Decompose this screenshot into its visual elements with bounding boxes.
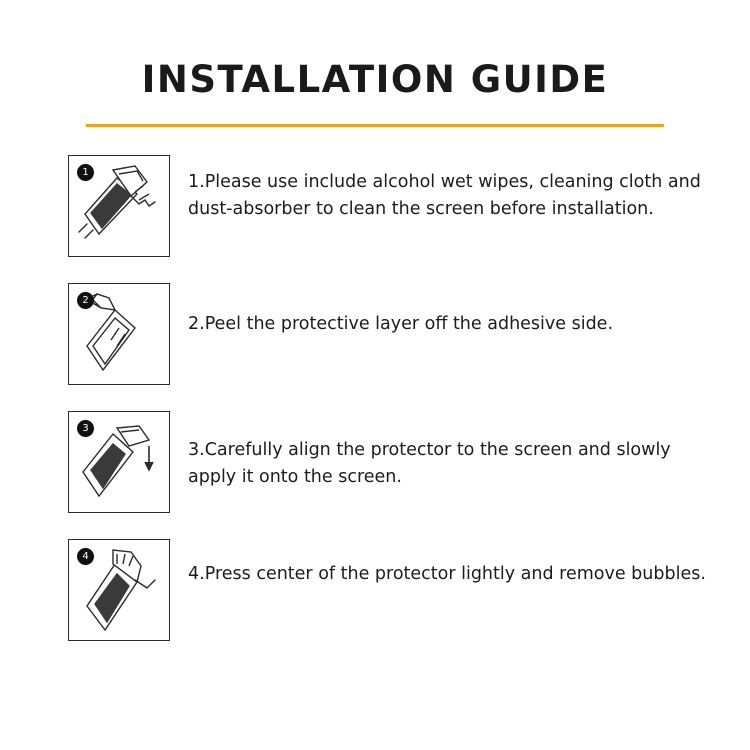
steps-list bbox=[0, 155, 750, 641]
step-text bbox=[188, 539, 706, 588]
title-divider bbox=[86, 124, 664, 127]
page-title: INSTALLATION GUIDE bbox=[141, 58, 609, 101]
list-item bbox=[68, 283, 710, 385]
step-number: 3. bbox=[188, 440, 205, 460]
step-illustration-3 bbox=[68, 411, 170, 513]
list-item bbox=[68, 411, 710, 513]
list-item bbox=[68, 155, 710, 257]
step-body: Peel the protective layer off the adhesive side. bbox=[204, 314, 614, 334]
step-body: Carefully align the protector to the screen and slowly apply it onto the screen. bbox=[188, 440, 671, 487]
step-illustration-2 bbox=[68, 283, 170, 385]
step-text bbox=[188, 155, 708, 222]
step-text bbox=[188, 283, 613, 338]
step-illustration-4 bbox=[68, 539, 170, 641]
step-badge: 1 bbox=[77, 164, 94, 181]
step-body: Please use include alcohol wet wipes, cleaning cloth and dust-absorber to clean the screen before installation. bbox=[188, 172, 701, 219]
step-badge: 2 bbox=[77, 292, 94, 309]
step-illustration-1 bbox=[68, 155, 170, 257]
step-number: 4. bbox=[188, 564, 205, 584]
step-body: Press center of the protector lightly and remove bubbles. bbox=[204, 564, 706, 584]
step-number: 2. bbox=[188, 314, 205, 334]
step-badge: 4 bbox=[77, 548, 94, 565]
step-badge: 3 bbox=[77, 420, 94, 437]
list-item bbox=[68, 539, 710, 641]
step-number: 1. bbox=[188, 172, 205, 192]
step-text bbox=[188, 411, 708, 490]
